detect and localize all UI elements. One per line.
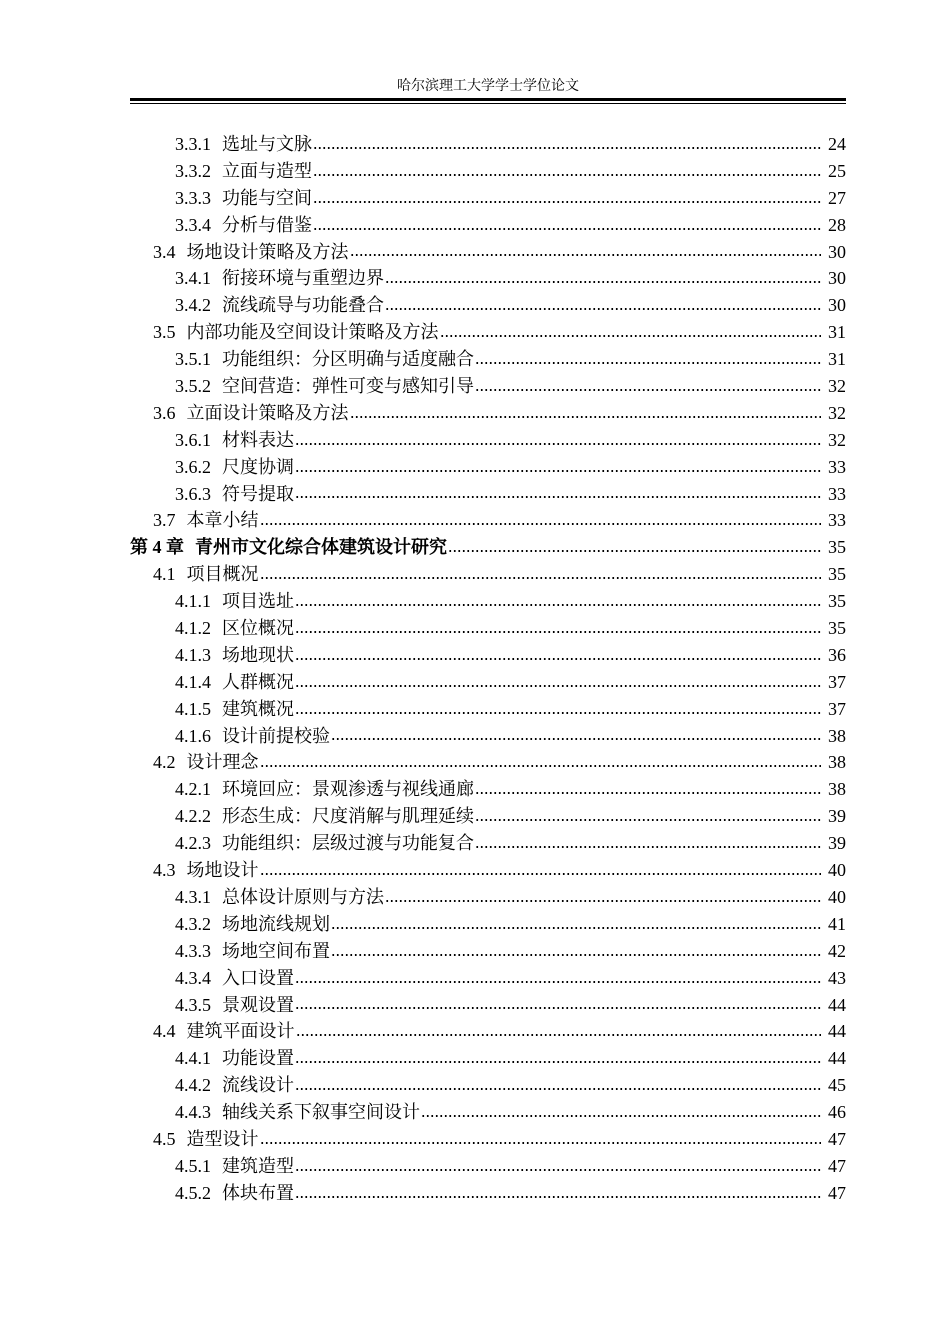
toc-entry-page-number: 36 [828,644,846,665]
header-rule-thick [130,98,846,101]
toc-entry-title: 立面设计策略及方法 [186,402,349,423]
toc-entry-number: 4.3 [153,860,176,881]
header-rule-thin [130,103,846,104]
toc-entry-title: 场地设计 [186,860,259,881]
page-header-title: 哈尔滨理工大学学士学位论文 [397,79,579,94]
toc-dot-leader [295,495,821,499]
toc-entry-number: 3.6.2 [175,456,211,477]
toc-entry-title: 空间营造：弹性可变与感知引导 [222,376,474,397]
toc-entry[interactable] [0,1045,950,1072]
toc-entry-page-number: 31 [828,322,846,343]
toc-entry[interactable] [0,803,950,830]
toc-dot-leader [331,953,821,957]
toc-entry[interactable] [0,669,950,696]
toc-dot-leader [421,1114,821,1118]
toc-dot-leader [475,791,821,795]
toc-dot-leader [260,576,822,580]
toc-entry-number: 4.1.3 [175,644,211,665]
toc-entry[interactable] [0,615,950,642]
toc-entry-page-number: 46 [828,1102,846,1123]
toc-dot-leader [295,684,821,688]
toc-dot-leader [313,227,821,231]
toc-entry-page-number: 30 [828,241,846,262]
toc-dot-leader [475,845,821,849]
toc-entry-title: 环境回应：景观渗透与视线通廊 [222,779,474,800]
toc-entry-number: 4.1.4 [175,671,211,692]
toc-entry[interactable] [0,642,950,669]
toc-entry-page-number: 28 [828,214,846,235]
toc-entry-title: 材料表达 [222,429,294,450]
toc-entry-page-number: 47 [828,1128,846,1149]
toc-entry[interactable] [0,481,950,508]
toc-entry-number: 3.4 [153,241,176,262]
toc-entry[interactable] [0,427,950,454]
toc-dot-leader [331,737,821,741]
toc-entry-page-number: 40 [828,886,846,907]
toc-dot-leader [313,173,821,177]
toc-entry[interactable] [0,454,950,481]
toc-entry-title: 功能组织：分区明确与适度融合 [222,349,474,370]
toc-entry-number: 3.5 [153,322,176,343]
toc-dot-leader [385,899,821,903]
toc-dot-leader [260,522,822,526]
toc-dot-leader [260,764,822,768]
toc-entry[interactable] [0,265,950,292]
toc-entry-page-number: 24 [828,134,846,154]
toc-entry-title: 流线设计 [222,1075,294,1096]
toc-entry[interactable] [0,857,950,884]
toc-dot-leader [313,200,821,204]
toc-entry-page-number: 39 [828,806,846,827]
toc-entry-page-number: 37 [828,671,846,692]
toc-entry-title: 设计理念 [186,752,259,773]
toc-dot-leader [440,334,822,338]
toc-entry[interactable] [0,749,950,776]
toc-entry-number: 4.3.3 [175,940,211,961]
toc-entry-page-number: 33 [828,456,846,477]
toc-entry-title: 建筑造型 [222,1155,294,1176]
toc-dot-leader [448,549,821,553]
toc-entry-number: 4.1.6 [175,725,211,746]
toc-dot-leader [295,980,821,984]
toc-entry-page-number: 38 [828,725,846,746]
toc-entry[interactable] [0,534,950,561]
toc-dot-leader [295,469,821,473]
toc-entry-title: 形态生成：尺度消解与肌理延续 [222,806,474,827]
toc-entry-title: 场地空间布置 [222,940,330,961]
toc-entry[interactable] [0,507,950,534]
toc-entry-number: 4.1.1 [175,591,211,612]
toc-dot-leader [260,1141,822,1145]
toc-entry-page-number: 45 [828,1075,846,1096]
toc-entry-number: 4.4 [153,1021,176,1042]
toc-dot-leader [313,146,821,150]
toc-entry-number: 4.5 [153,1128,176,1149]
toc-dot-leader [350,415,822,419]
toc-entry[interactable] [0,830,950,857]
toc-entry-number: 4.2.1 [175,779,211,800]
toc-entry-page-number: 32 [828,402,846,423]
toc-entry[interactable] [0,346,950,373]
toc-entry[interactable] [0,1180,950,1207]
toc-entry-page-number: 47 [828,1155,846,1176]
toc-entry[interactable] [0,938,950,965]
toc-dot-leader [295,1060,821,1064]
toc-entry-number: 4.5.2 [175,1182,211,1203]
toc-entry-number: 4.2.2 [175,806,211,827]
toc-entry-title: 景观设置 [222,994,294,1015]
toc-entry-title: 体块布置 [222,1182,294,1203]
toc-entry[interactable] [0,1099,950,1126]
toc-entry-page-number: 38 [828,752,846,773]
toc-entry-title: 尺度协调 [222,456,294,477]
toc-entry-title: 项目概况 [186,564,259,585]
toc-entry-number: 3.4.2 [175,295,211,316]
toc-entry[interactable] [0,1072,950,1099]
toc-entry[interactable] [0,1153,950,1180]
toc-dot-leader [295,657,821,661]
toc-entry-number: 第 4 章 [130,537,184,558]
toc-entry[interactable] [0,884,950,911]
toc-entry-title: 青州市文化综合体建筑设计研究 [195,537,447,558]
toc-entry-page-number: 41 [828,913,846,934]
toc-entry-number: 3.3.3 [175,187,211,208]
toc-entry-number: 3.4.1 [175,268,211,289]
toc-entry[interactable] [0,992,950,1019]
toc-entry[interactable] [0,212,950,239]
toc-entry-title: 功能组织：层级过渡与功能复合 [222,833,474,854]
toc-entry-number: 4.2 [153,752,176,773]
toc-entry-title: 人群概况 [222,671,294,692]
toc-dot-leader [350,253,822,257]
toc-entry[interactable] [0,185,950,212]
toc-entry-number: 3.3.1 [175,134,211,154]
toc-entry-title: 符号提取 [222,483,294,504]
toc-entry-page-number: 32 [828,429,846,450]
toc-entry-title: 场地设计策略及方法 [186,241,349,262]
toc-entry-number: 4.2.3 [175,833,211,854]
toc-dot-leader [385,280,821,284]
toc-entry-title: 分析与借鉴 [222,214,312,235]
toc-entry[interactable] [0,239,950,266]
table-of-contents [0,131,950,1207]
toc-entry[interactable] [0,1018,950,1045]
toc-entry-title: 设计前提校验 [222,725,330,746]
toc-entry[interactable] [0,588,950,615]
toc-entry-number: 4.3.4 [175,967,211,988]
toc-entry-number: 4.3.5 [175,994,211,1015]
toc-entry-page-number: 39 [828,833,846,854]
toc-entry-title: 场地现状 [222,644,294,665]
toc-entry-page-number: 30 [828,295,846,316]
toc-dot-leader [295,1195,821,1199]
toc-entry-number: 3.5.2 [175,376,211,397]
toc-entry-page-number: 30 [828,268,846,289]
toc-entry-page-number: 44 [828,994,846,1015]
toc-dot-leader [296,1033,822,1037]
toc-entry-page-number: 43 [828,967,846,988]
toc-entry-title: 轴线关系下叙事空间设计 [222,1102,420,1123]
toc-entry-title: 功能与空间 [222,187,312,208]
toc-entry[interactable] [0,158,950,185]
toc-entry-number: 4.3.2 [175,913,211,934]
toc-dot-leader [331,926,821,930]
toc-entry-page-number: 27 [828,187,846,208]
toc-entry-number: 4.3.1 [175,886,211,907]
toc-entry-title: 选址与文脉 [222,134,312,154]
toc-entry-page-number: 38 [828,779,846,800]
toc-entry-number: 4.4.1 [175,1048,211,1069]
toc-dot-leader [475,361,821,365]
toc-entry-title: 建筑概况 [222,698,294,719]
toc-entry-title: 功能设置 [222,1048,294,1069]
toc-entry-number: 3.5.1 [175,349,211,370]
toc-entry-number: 4.1 [153,564,176,585]
toc-entry-page-number: 32 [828,376,846,397]
toc-entry[interactable] [0,1126,950,1153]
toc-entry-page-number: 35 [828,537,846,558]
toc-entry-title: 区位概况 [222,618,294,639]
toc-entry-number: 3.6.3 [175,483,211,504]
toc-entry[interactable] [0,965,950,992]
toc-entry-title: 衔接环境与重塑边界 [222,268,384,289]
toc-entry[interactable] [0,319,950,346]
toc-dot-leader [295,1087,821,1091]
toc-entry-number: 3.7 [153,510,176,531]
toc-entry-number: 3.3.2 [175,160,211,181]
toc-entry[interactable] [0,400,950,427]
toc-entry-page-number: 35 [828,564,846,585]
toc-entry[interactable] [0,911,950,938]
toc-dot-leader [475,818,821,822]
toc-entry-number: 3.6.1 [175,429,211,450]
toc-entry-title: 立面与造型 [222,160,312,181]
toc-entry-number: 4.4.2 [175,1075,211,1096]
toc-entry-title: 内部功能及空间设计策略及方法 [186,322,439,343]
toc-dot-leader [295,1168,821,1172]
toc-entry-title: 流线疏导与功能叠合 [222,295,384,316]
toc-entry-page-number: 42 [828,940,846,961]
toc-entry[interactable] [0,561,950,588]
toc-entry[interactable] [0,696,950,723]
toc-dot-leader [295,1006,821,1010]
toc-entry-page-number: 35 [828,591,846,612]
toc-entry-number: 4.4.3 [175,1102,211,1123]
toc-entry-page-number: 40 [828,860,846,881]
toc-entry-page-number: 47 [828,1182,846,1203]
toc-entry-page-number: 25 [828,160,846,181]
toc-entry-page-number: 31 [828,349,846,370]
toc-entry-title: 入口设置 [222,967,294,988]
toc-entry-number: 3.6 [153,402,176,423]
toc-dot-leader [260,872,822,876]
toc-entry-number: 4.1.5 [175,698,211,719]
toc-entry-title: 本章小结 [186,510,259,531]
toc-entry-page-number: 44 [828,1021,846,1042]
toc-dot-leader [295,711,821,715]
toc-dot-leader [295,603,821,607]
toc-entry-number: 4.5.1 [175,1155,211,1176]
toc-entry[interactable] [0,776,950,803]
toc-dot-leader [385,307,821,311]
toc-entry[interactable] [0,373,950,400]
toc-entry-title: 造型设计 [186,1128,259,1149]
toc-entry[interactable] [0,723,950,750]
toc-entry-page-number: 37 [828,698,846,719]
toc-entry-page-number: 33 [828,483,846,504]
toc-entry-title: 总体设计原则与方法 [222,886,384,907]
toc-entry-page-number: 33 [828,510,846,531]
toc-dot-leader [295,442,821,446]
toc-entry-title: 场地流线规划 [222,913,330,934]
toc-entry-page-number: 35 [828,618,846,639]
toc-entry-title: 建筑平面设计 [186,1021,295,1042]
toc-entry[interactable] [0,131,950,158]
toc-entry[interactable] [0,292,950,319]
toc-entry-page-number: 44 [828,1048,846,1069]
toc-entry-title: 项目选址 [222,591,294,612]
toc-dot-leader [295,630,821,634]
toc-dot-leader [475,388,821,392]
toc-entry-number: 3.3.4 [175,214,211,235]
toc-entry-number: 4.1.2 [175,618,211,639]
